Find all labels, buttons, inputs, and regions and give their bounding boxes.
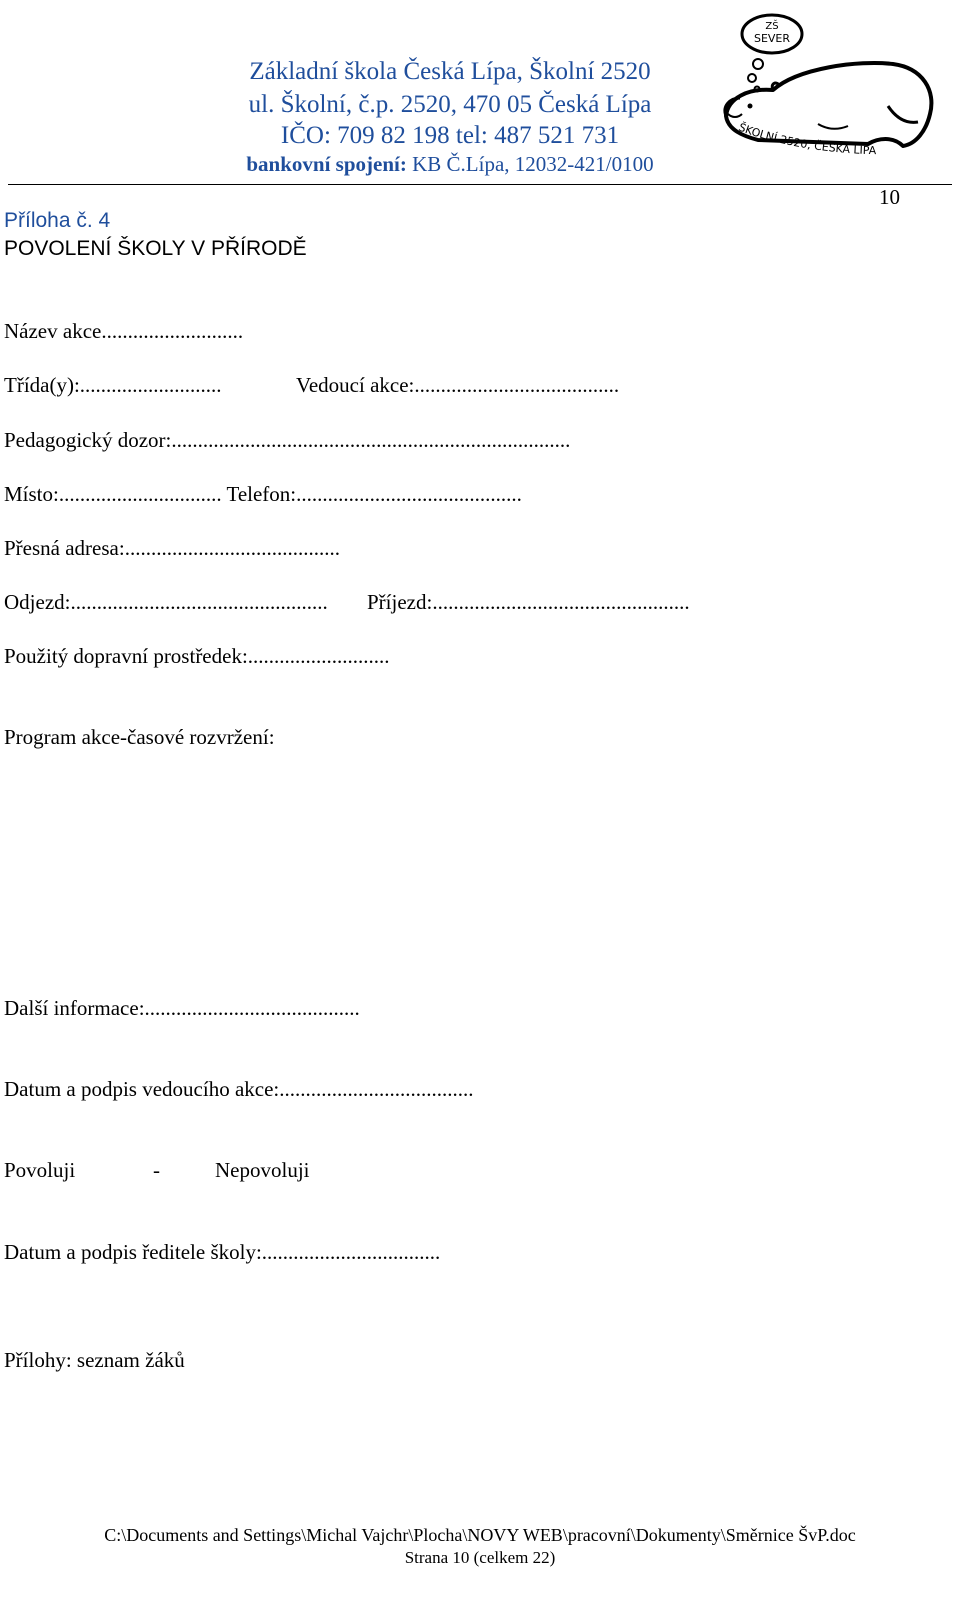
bank-value: KB Č.Lípa, 12032-421/0100 [412,152,654,176]
field-odjezd: Odjezd:................................................. [4,590,328,614]
field-podpis-reditele: Datum a podpis ředitele školy:.................................. [4,1240,441,1264]
field-prilohy: Přílohy: seznam žáků [4,1348,185,1372]
school-logo-bear [718,6,943,172]
field-trida: Třída(y):........................... [4,373,222,397]
school-bank [200,148,700,181]
logo-arc-text: ŠKOLNÍ 2520, ČESKÁ LÍPA [736,120,877,158]
attachment-label: Příloha č. 4 [4,209,111,232]
school-street: ul. Školní, č.p. 2520, 470 05 Česká Lípa [248,91,652,118]
option-nepovoluji: Nepovoluji [215,1158,310,1182]
page-number: 10 [879,185,900,209]
field-prijezd: Příjezd:................................................. [367,590,690,614]
document-title: POVOLENÍ ŠKOLY V PŘÍRODĚ [4,237,307,260]
field-presna-adresa: Přesná adresa:......................................... [4,536,340,560]
field-misto-telefon: Místo:............................... Telefon:........................................... [4,482,522,506]
option-separator: - [153,1158,160,1182]
field-dalsi-informace: Další informace:......................................... [4,996,360,1020]
logo-bubble-text-2: SEVER [753,32,791,45]
field-podpis-vedouciho: Datum a podpis vedoucího akce:..................................... [4,1077,474,1101]
school-ico-tel: IČO: 709 82 198 tel: 487 521 731 [280,122,620,149]
footer-page-count: Strana 10 (celkem 22) [404,1548,556,1567]
field-program-akce: Program akce-časové rozvržení: [4,725,275,749]
footer-file-path: C:\Documents and Settings\Michal Vajchr\Plocha\NOVY WEB\pracovní\Dokumenty\Směrnice ŠvP.doc [104,1525,856,1545]
field-pedagogicky-dozor: Pedagogický dozor:............................................................................ [4,428,571,452]
header-rule [8,184,952,185]
school-name: Základní škola Česká Lípa, Školní 2520 [249,58,651,85]
field-vedouci-akce: Vedoucí akce:....................................... [296,373,620,397]
logo-bubble-text-1: ZŠ [765,21,779,32]
bank-label: bankovní spojení: [246,152,407,176]
option-povoluji: Povoluji [4,1158,76,1182]
field-nazev-akce: Název akce........................... [4,319,244,343]
field-dopravni-prostredek: Použitý dopravní prostředek:........................... [4,644,390,668]
